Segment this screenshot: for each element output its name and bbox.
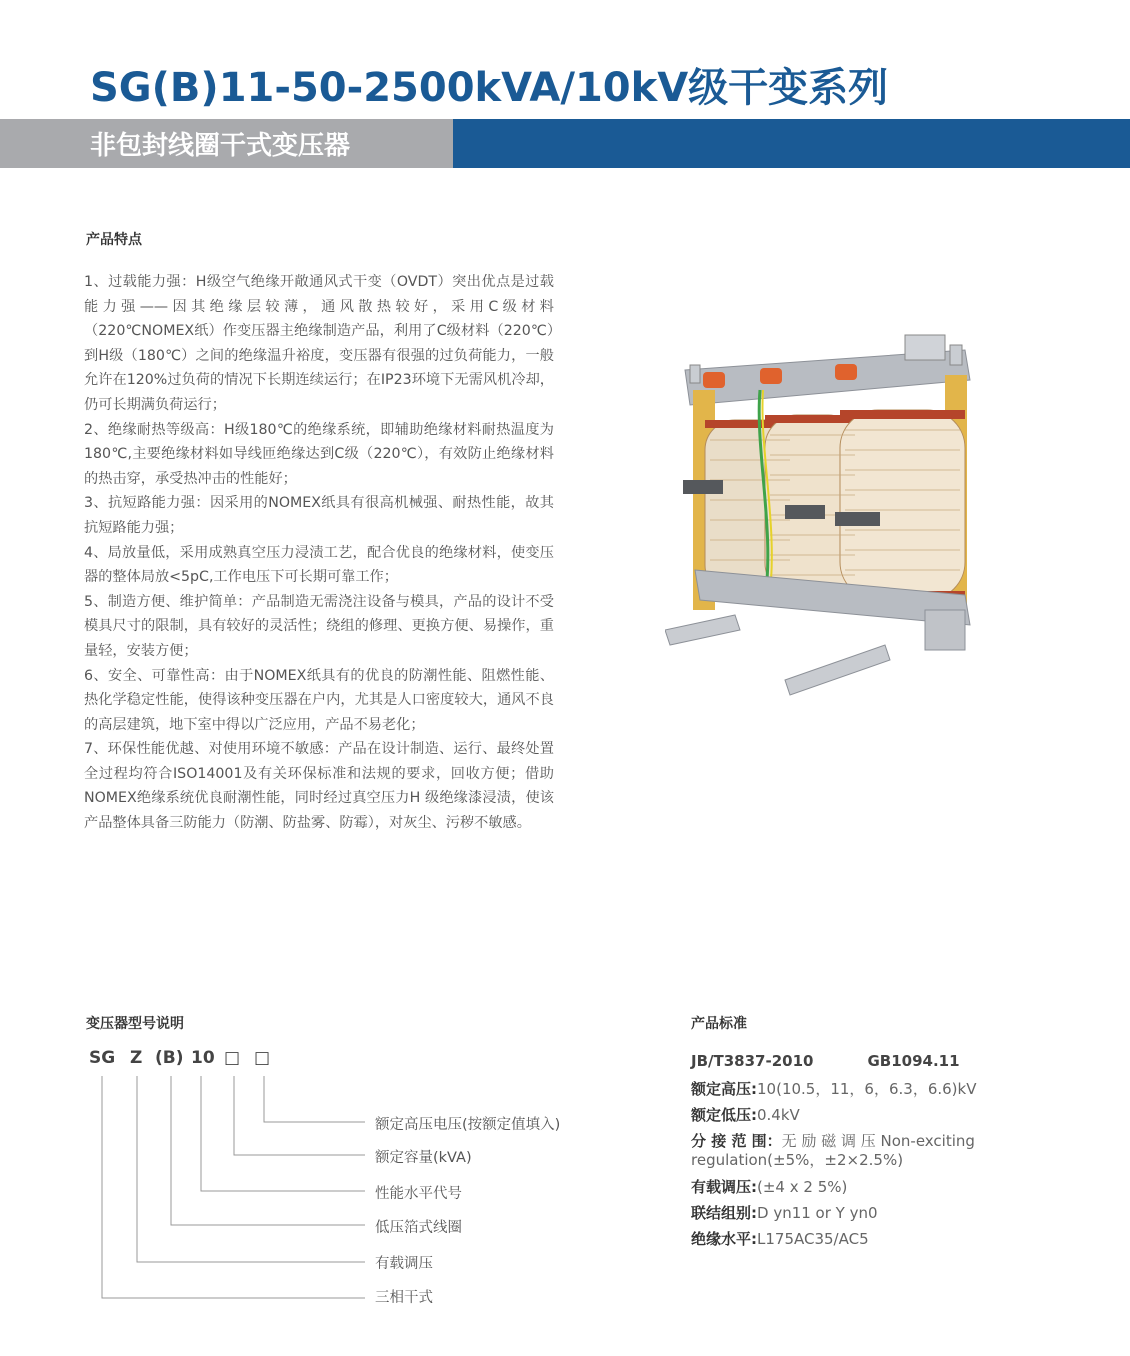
feature-item: 7、环保性能优越、对使用环境不敏感：产品在设计制造、运行、最终处置全过程均符合ISO14001及有关环保标准和法规的要求，回收方便；借助NOMEX绝缘系统优良耐潮性能，同时经过真空压力H 级绝缘漆浸渍，使该产品整体具备三防能力（防潮、防盐雾、防霉），对灰尘、污秽不敏感。 bbox=[84, 741, 554, 832]
feature-item: 5、制造方便、维护简单：产品制造无需浇注设备与模具，产品的设计不受模具尺寸的限制，具有较好的灵活性；绕组的修理、更换方便、易操作，重量轻，安装方便； bbox=[84, 593, 554, 659]
model-legend-item: 性能水平代号 bbox=[375, 1186, 462, 1202]
model-code-part: □ bbox=[224, 1048, 241, 1068]
spec-rated-lv: 额定低压:0.4kV bbox=[691, 1106, 800, 1124]
model-legend-item: 低压箔式线圈 bbox=[375, 1220, 462, 1236]
spec-on-load-tap: 有载调压:(±4 x 2 5%) bbox=[691, 1178, 848, 1196]
coil-right bbox=[840, 410, 965, 600]
model-code-part: (B) bbox=[155, 1048, 184, 1068]
standard-code: JB/T3837-2010 bbox=[691, 1052, 814, 1070]
model-code-diagram bbox=[95, 1072, 395, 1312]
model-legend-item: 额定高压电压(按额定值填入) bbox=[375, 1117, 561, 1133]
feature-item: 3、抗短路能力强：因采用的NOMEX纸具有很高机械强、耐热性能，故其抗短路能力强； bbox=[84, 495, 554, 536]
model-code-part: 10 bbox=[191, 1048, 215, 1068]
model-code-part: □ bbox=[254, 1048, 271, 1068]
feature-item: 2、绝缘耐热等级高：H级180℃的绝缘系统，即辅助绝缘材料耐热温度为180℃,主要绝缘材料如导线匝绝缘达到C级（220℃），有效防止绝缘材料的热击穿，承受热冲击的性能好； bbox=[84, 421, 554, 487]
features-heading: 产品特点 bbox=[86, 232, 142, 248]
features-list bbox=[84, 270, 554, 836]
standard-codes bbox=[691, 1052, 1014, 1070]
model-code-part: SG bbox=[89, 1048, 116, 1068]
transformer-product-image bbox=[665, 330, 985, 700]
feature-item: 1、过载能力强：H级空气绝缘开敞通风式干变（OVDT）突出优点是过载能力强——因其绝缘层较薄，通风散热较好，采用C级材料（220℃NOMEX纸）作变压器主绝缘制造产品，利用了C级材料（220℃）到H级（180℃）之间的绝缘温升裕度，变压器有很强的过负荷能力，一般允许在120%过负荷的情况下长期连续运行；在IP23环境下无需风机冷却，仍可长期满负荷运行； bbox=[84, 274, 554, 413]
standard-code: GB1094.11 bbox=[867, 1052, 960, 1070]
spec-rated-hv: 额定高压:10(10.5，11，6，6.3，6.6)kV bbox=[691, 1080, 977, 1098]
standards-heading: 产品标准 bbox=[691, 1016, 747, 1032]
model-legend-item: 额定容量(kVA) bbox=[375, 1150, 472, 1166]
subtitle-band-blue bbox=[453, 119, 1130, 168]
model-legend-item: 有载调压 bbox=[375, 1256, 433, 1272]
feature-item: 6、安全、可靠性高：由于NOMEX纸具有的优良的防潮性能、阻燃性能、热化学稳定性能，使得该种变压器在户内，尤其是人口密度较大，通风不良的高层建筑，地下室中得以广泛应用，产品不易老化； bbox=[84, 667, 554, 733]
page-subtitle: 非包封线圈干式变压器 bbox=[90, 131, 351, 161]
spec-vector-group: 联结组别:D yn11 or Y yn0 bbox=[691, 1204, 878, 1222]
model-heading: 变压器型号说明 bbox=[86, 1016, 184, 1032]
model-code-part: Z bbox=[130, 1048, 143, 1068]
spec-insulation-level: 绝缘水平:L175AC35/AC5 bbox=[691, 1230, 869, 1248]
feature-item: 4、局放量低，采用成熟真空压力浸渍工艺，配合优良的绝缘材料，使变压器的整体局放<5pC,工作电压下可长期可靠工作； bbox=[84, 544, 554, 586]
page-title: SG(B)11-50-2500kVA/10kV级干变系列 bbox=[90, 65, 889, 111]
model-legend-item: 三相干式 bbox=[375, 1290, 433, 1306]
spec-tap-range: 分 接 范 围：无 励 磁 调 压 Non-exciting regulation(±5%，±2×2.5%) bbox=[691, 1132, 975, 1169]
